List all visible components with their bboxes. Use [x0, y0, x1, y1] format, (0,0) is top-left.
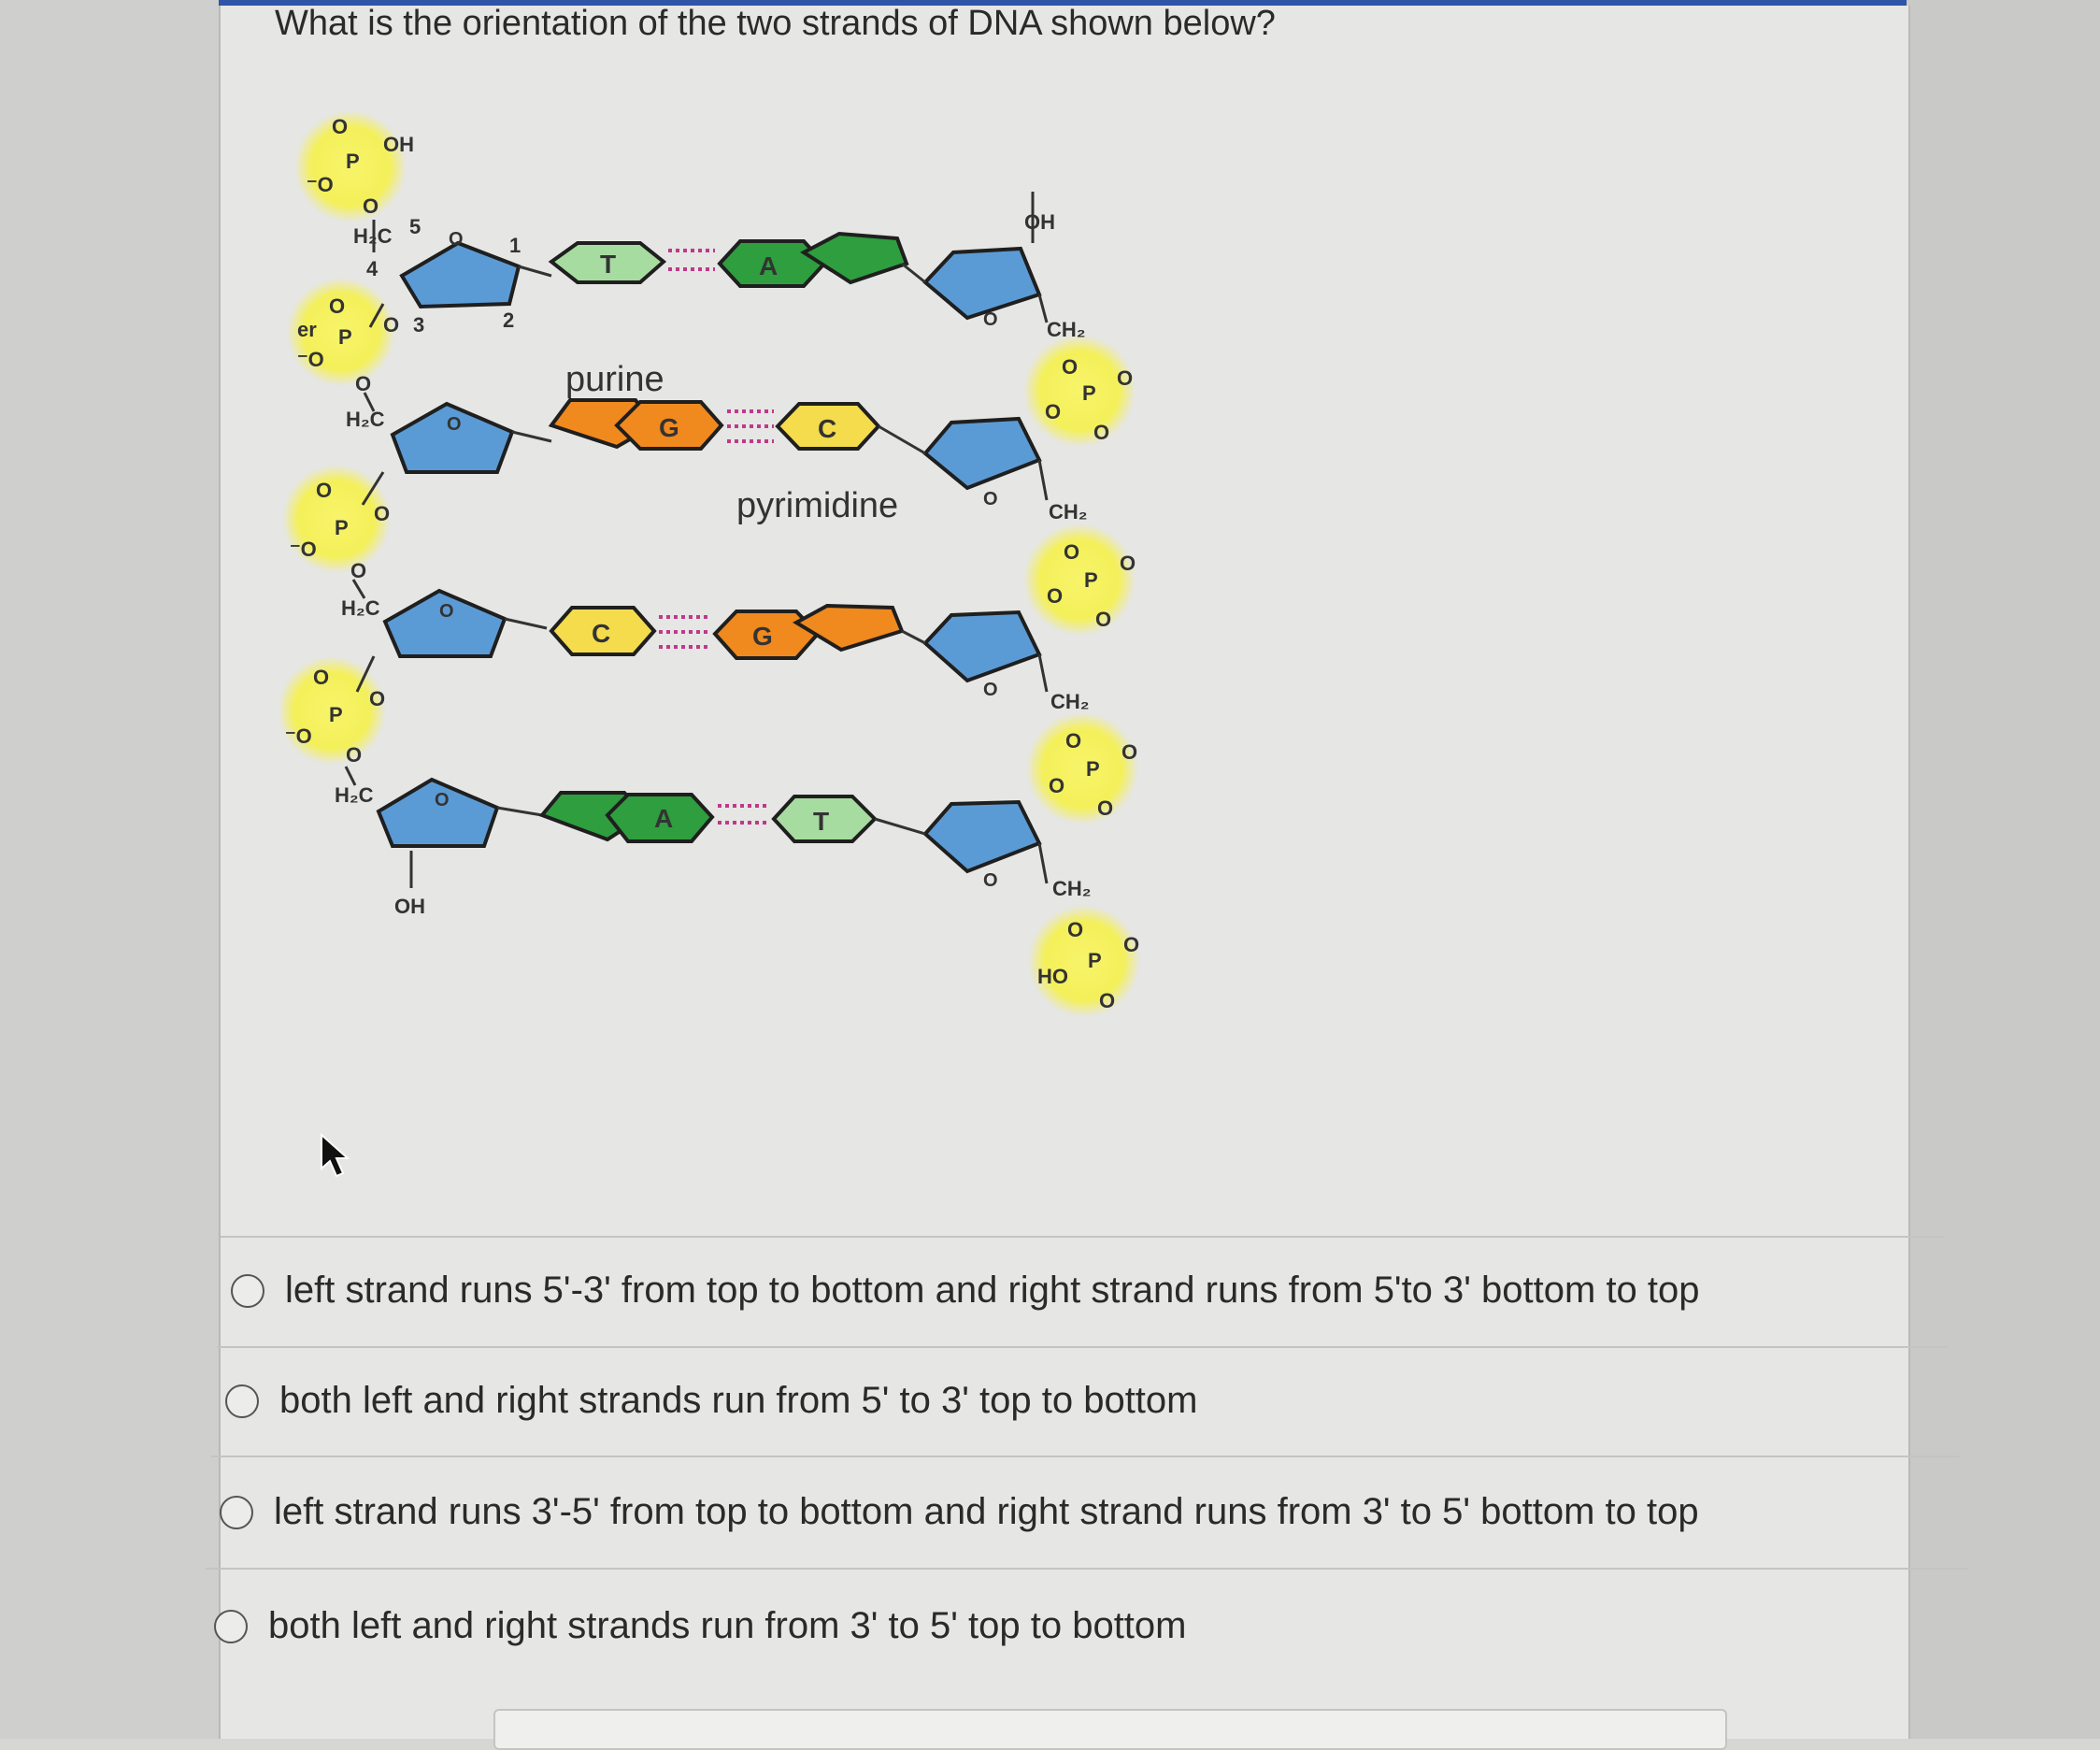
p3-o-minus: ⁻O — [290, 538, 317, 561]
rp4-p: P — [1088, 949, 1102, 972]
p2-p: P — [338, 325, 352, 349]
p2-o-minus: ⁻O — [297, 348, 324, 371]
right-margin — [1907, 0, 2100, 1739]
divider-2 — [217, 1346, 1948, 1348]
num-2: 2 — [503, 308, 515, 332]
h2c-1: H₂C — [353, 224, 393, 248]
base-a-4: A — [654, 804, 674, 833]
option-2-radio[interactable] — [225, 1384, 259, 1418]
rp3-o-left: O — [1049, 774, 1065, 797]
ring-o-r2: O — [983, 489, 998, 509]
p3-p: P — [335, 516, 349, 539]
bottom-oh: OH — [394, 895, 425, 918]
p4-o-top: O — [313, 666, 330, 689]
divider-4 — [206, 1568, 1968, 1570]
ring-o-1: O — [449, 229, 464, 250]
p1-o-top: O — [332, 115, 349, 138]
rp2-o-bottom: O — [1095, 608, 1112, 631]
base-g-2: G — [659, 413, 679, 442]
left-margin — [0, 0, 219, 1739]
rp2-o: O — [1064, 540, 1080, 564]
mouse-pointer-icon — [318, 1133, 355, 1182]
ring-o-2: O — [447, 414, 462, 435]
base-t-1: T — [600, 250, 617, 279]
p1-oh: OH — [383, 133, 414, 156]
rp4-o-bottom: O — [1099, 989, 1116, 1012]
p1-o-minus: ⁻O — [307, 173, 334, 196]
num-5: 5 — [409, 215, 421, 238]
ring-o-r4: O — [983, 870, 998, 891]
ch2-1: CH₂ — [1047, 318, 1086, 341]
rp3-o: O — [1065, 729, 1082, 753]
partial-word: er — [297, 318, 317, 341]
option-3-label[interactable]: left strand runs 3'-5' from top to bottom and right strand runs from 3' to 5' bottom to top — [274, 1491, 1699, 1532]
option-3-radio[interactable] — [220, 1496, 253, 1529]
base-pair-1 — [551, 234, 907, 286]
base-pair-4 — [542, 793, 875, 841]
base-a-1: A — [759, 251, 779, 280]
p1-o-bottom: O — [363, 194, 379, 218]
rp3-p: P — [1086, 757, 1100, 781]
option-3[interactable] — [220, 1491, 1699, 1533]
option-4-label[interactable]: both left and right strands run from 3' to 5' top to bottom — [268, 1605, 1187, 1646]
option-1-label[interactable]: left strand runs 5'-3' from top to bottom and right strand runs from 5'to 3' bottom to top — [285, 1269, 1700, 1311]
p3-o-bottom: O — [350, 559, 367, 582]
p2-o-top: O — [329, 294, 346, 318]
p4-p: P — [329, 703, 343, 726]
bottom-toolbar — [493, 1709, 1727, 1750]
option-2[interactable] — [225, 1380, 1197, 1422]
num-3: 3 — [413, 313, 425, 337]
p2-o-right: O — [383, 313, 400, 337]
rp1-o-minus: O — [1117, 366, 1134, 390]
right-top-oh: OH — [1024, 210, 1055, 234]
p4-o-minus: ⁻O — [285, 724, 312, 748]
p3-o-top: O — [316, 479, 333, 502]
base-pair-3 — [551, 606, 902, 658]
ring-o-4: O — [435, 790, 450, 810]
left-sugars — [379, 229, 519, 846]
dna-diagram — [280, 103, 1168, 1028]
p2-o-bottom: O — [355, 372, 372, 395]
rp2-o-minus: O — [1120, 552, 1136, 575]
rp3-o-bottom: O — [1097, 796, 1114, 820]
base-pair-2 — [551, 400, 879, 449]
question-prompt: What is the orientation of the two strands of DNA shown below? — [275, 4, 1276, 43]
option-1[interactable] — [231, 1269, 1700, 1312]
ch2-3: CH₂ — [1050, 690, 1090, 713]
rp1-o: O — [1062, 355, 1079, 379]
base-g-3: G — [752, 622, 773, 651]
pyrimidine-label: pyrimidine — [736, 486, 899, 525]
option-1-radio[interactable] — [231, 1274, 264, 1308]
divider-3 — [211, 1456, 1959, 1457]
num-4: 4 — [366, 257, 379, 280]
h2c-3: H₂C — [341, 596, 380, 620]
ch2-2: CH₂ — [1049, 500, 1088, 524]
option-2-label[interactable]: both left and right strands run from 5' to 3' top to bottom — [279, 1380, 1198, 1421]
rp1-p: P — [1082, 381, 1096, 405]
p4-o-right: O — [369, 687, 386, 710]
rp1-o-bottom: O — [1093, 421, 1110, 444]
ring-o-r3: O — [983, 680, 998, 700]
rp1-o-left: O — [1045, 400, 1062, 423]
p3-o-right: O — [374, 502, 391, 525]
num-1: 1 — [509, 234, 521, 257]
divider-1 — [221, 1236, 1944, 1238]
rp3-o-minus: O — [1121, 740, 1138, 764]
rp4-o: O — [1067, 918, 1084, 941]
base-t-4: T — [813, 807, 830, 836]
option-4[interactable] — [214, 1605, 1186, 1647]
option-4-radio[interactable] — [214, 1610, 248, 1643]
h2c-4: H₂C — [335, 783, 374, 807]
ring-o-r1: O — [983, 309, 998, 330]
rp2-p: P — [1084, 568, 1098, 592]
h2c-2: H₂C — [346, 408, 385, 431]
rp4-ho: HO — [1037, 965, 1068, 988]
right-sugars — [925, 249, 1039, 891]
ring-o-3: O — [439, 601, 454, 622]
ch2-4: CH₂ — [1052, 877, 1092, 900]
p1-p: P — [346, 150, 360, 173]
purine-label: purine — [565, 360, 664, 399]
base-c-3: C — [592, 619, 611, 648]
right-phosphates — [1023, 210, 1140, 1017]
base-c-2: C — [818, 414, 837, 443]
rp2-o-left: O — [1047, 584, 1064, 608]
rp4-o-minus: O — [1123, 933, 1140, 956]
p4-o-bottom: O — [346, 743, 363, 767]
